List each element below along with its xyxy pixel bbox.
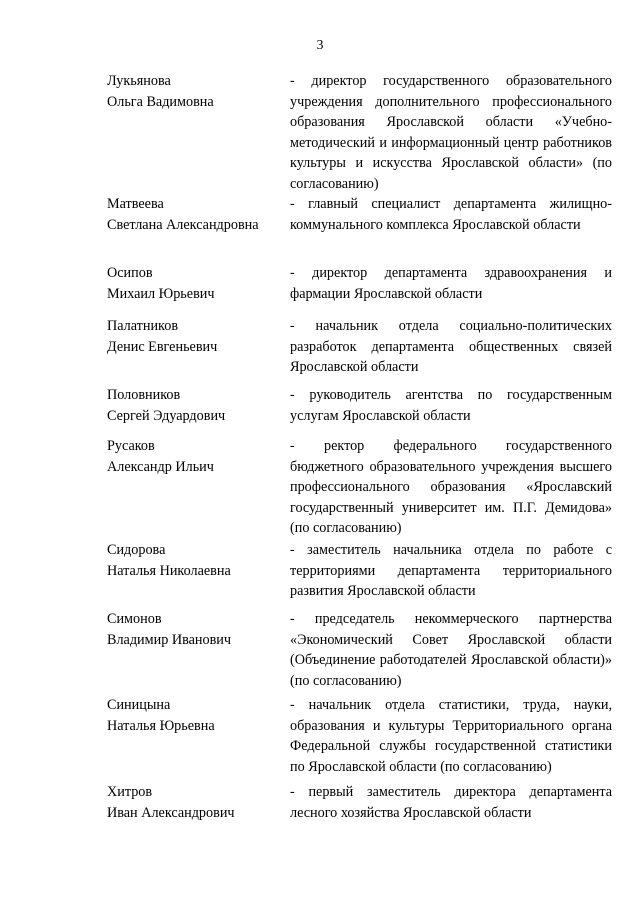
given-name: Денис Евгеньевич bbox=[107, 338, 218, 355]
position-description: - директор департамента здравоохранения и фармации Ярославской области bbox=[290, 265, 612, 302]
person-name bbox=[107, 71, 282, 112]
given-name: Иван Александрович bbox=[107, 804, 235, 821]
surname: Палатников bbox=[107, 318, 179, 334]
position-description: - ректор федерального государственного бюджетного образовательного учреждения высшего профессионального образования «Ярославский государственный университет им. П.Г. Демидова» (по согласованию) bbox=[290, 438, 612, 536]
position-description: - начальник отдела статистики, труда, науки, образования и культуры Территориального органа Федеральной службы государственной статистики по Ярославской области (по согласованию) bbox=[290, 697, 612, 775]
person-name bbox=[107, 385, 282, 426]
person-name bbox=[107, 263, 282, 304]
given-name: Наталья Николаевна bbox=[107, 562, 231, 579]
surname: Сидорова bbox=[107, 542, 166, 558]
surname: Половников bbox=[107, 387, 181, 403]
person-name bbox=[107, 436, 282, 477]
position-description: - начальник отдела социально-политических разработок департамента общественных связей Ярославской области bbox=[290, 318, 612, 375]
person-name bbox=[107, 316, 282, 357]
person-name bbox=[107, 194, 282, 235]
given-name: Светлана Александровна bbox=[107, 216, 259, 233]
person-name bbox=[107, 782, 282, 823]
position-description: - директор государственного образовательного учреждения дополнительного профессионального образования Ярославской области «Учебно-методический и информационный центр работников культуры и искусства Ярославской области» (по согласованию) bbox=[290, 73, 612, 192]
person-name bbox=[107, 609, 282, 650]
surname: Симонов bbox=[107, 611, 162, 627]
person-name bbox=[107, 540, 282, 581]
given-name: Сергей Эдуардович bbox=[107, 407, 226, 424]
position-description: - заместитель начальника отдела по работе с территориями департамента территориального развития Ярославской области bbox=[290, 542, 612, 599]
given-name: Ольга Вадимовна bbox=[107, 93, 214, 110]
position-description: - главный специалист департамента жилищно-коммунального комплекса Ярославской области bbox=[290, 196, 612, 233]
given-name: Михаил Юрьевич bbox=[107, 285, 215, 302]
position-description: - первый заместитель директора департамента лесного хозяйства Ярославской области bbox=[290, 784, 612, 821]
surname: Синицына bbox=[107, 697, 171, 713]
position-description: - руководитель агентства по государственным услугам Ярославской области bbox=[290, 387, 612, 424]
page-number: 3 bbox=[316, 38, 324, 53]
given-name: Владимир Иванович bbox=[107, 631, 232, 648]
surname: Русаков bbox=[107, 438, 155, 454]
given-name: Александр Ильич bbox=[107, 458, 214, 475]
given-name: Наталья Юрьевна bbox=[107, 717, 215, 734]
surname: Лукьянова bbox=[107, 73, 171, 89]
surname: Хитров bbox=[107, 784, 153, 800]
surname: Матвеева bbox=[107, 196, 164, 212]
surname: Осипов bbox=[107, 265, 153, 281]
position-description: - председатель некоммерческого партнерства «Экономический Совет Ярославской области (Объединение работодателей Ярославской области)» (по согласованию) bbox=[290, 611, 612, 689]
person-name bbox=[107, 695, 282, 736]
